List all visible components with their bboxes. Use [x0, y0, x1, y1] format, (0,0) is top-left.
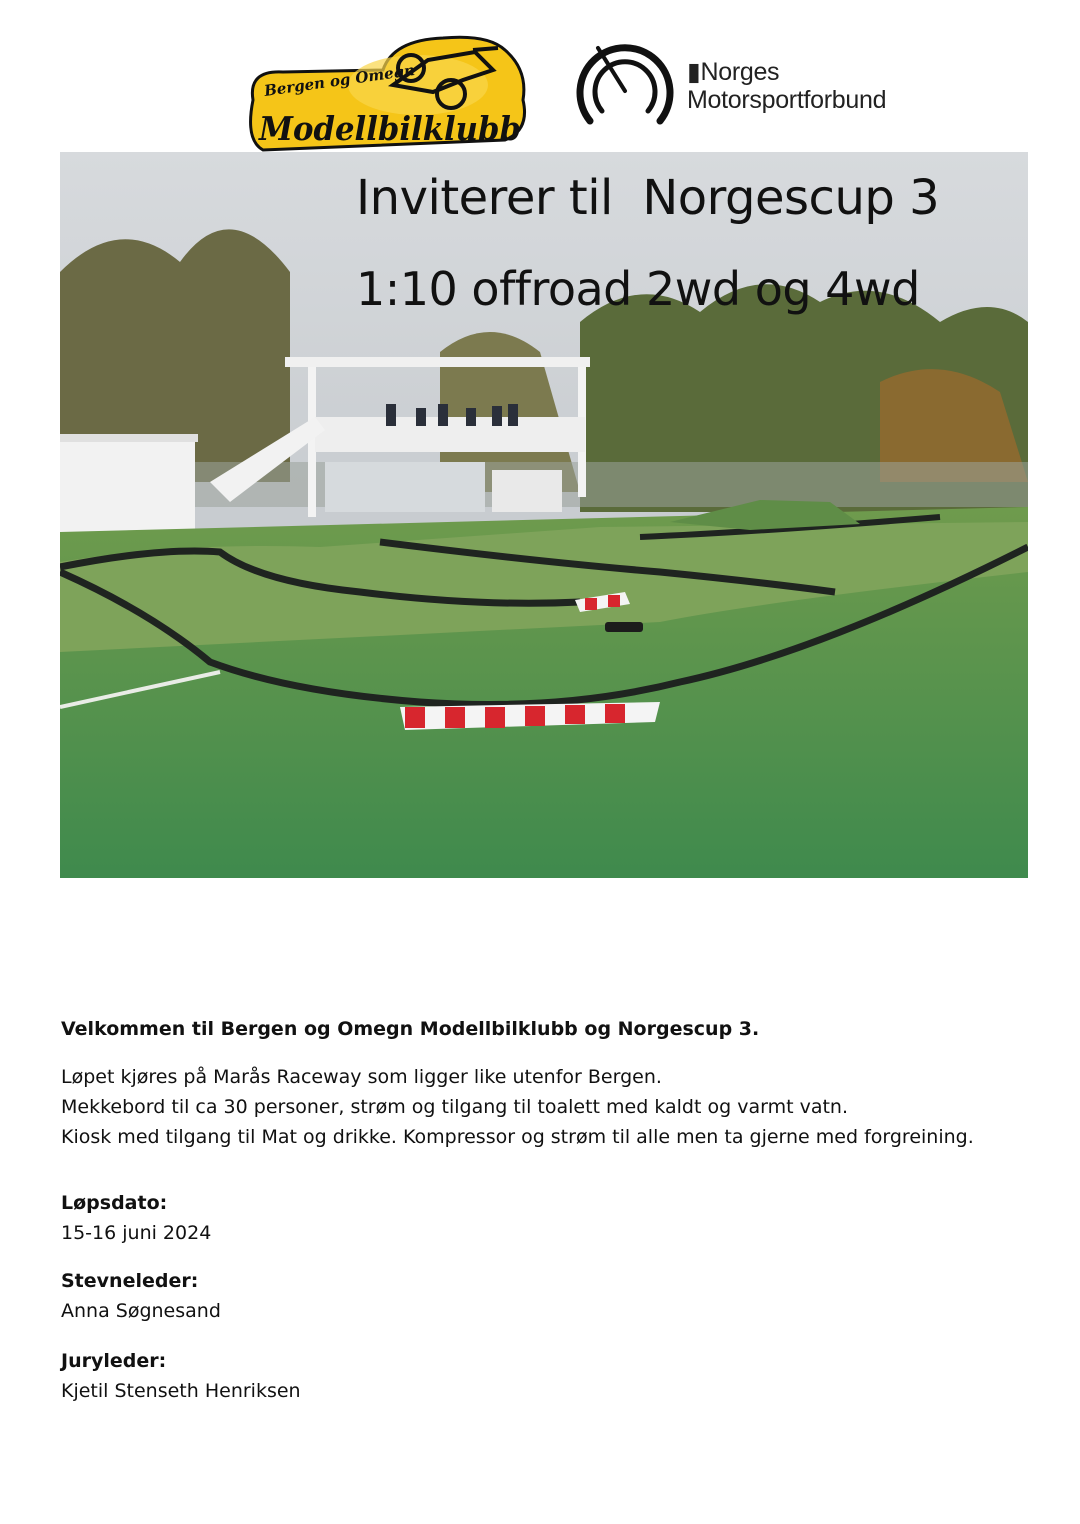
race-date-field	[61, 1188, 211, 1248]
jury-leader-field	[61, 1346, 301, 1406]
jury-leader-label: Juryleder:	[61, 1350, 167, 1372]
race-director-label: Stevneleder:	[61, 1270, 199, 1292]
club-name-large: Modellbilklubb	[258, 109, 521, 148]
hero-title: Inviterer til Norgescup 3	[356, 170, 940, 226]
intro-line: Mekkebord til ca 30 personer, strøm og tilgang til toalett med kaldt og varmt vatn.	[61, 1096, 848, 1118]
club-logo	[243, 30, 530, 152]
club-name-small: Bergen og Omegn	[263, 60, 416, 100]
race-director-value: Anna Søgnesand	[61, 1300, 221, 1322]
federation-logo	[570, 36, 910, 146]
rc-car	[605, 622, 643, 632]
welcome-heading: Velkommen til Bergen og Omegn Modellbilklubb og Norgescup 3.	[61, 1018, 760, 1040]
intro-paragraph	[61, 1062, 1051, 1152]
invitation-body	[61, 1018, 1051, 1152]
jury-leader-value: Kjetil Stenseth Henriksen	[61, 1380, 301, 1402]
race-date-label: Løpsdato:	[61, 1192, 168, 1214]
hero-track-photo	[60, 152, 1028, 878]
federation-name-line1: ▮Norges	[687, 58, 780, 86]
gauge-icon	[570, 36, 680, 146]
race-director-field	[61, 1266, 221, 1326]
intro-line: Løpet kjøres på Marås Raceway som ligger like utenfor Bergen.	[61, 1066, 662, 1088]
federation-name-line2: Motorsportforbund	[687, 86, 887, 114]
hero-subtitle: 1:10 offroad 2wd og 4wd	[356, 262, 920, 316]
race-date-value: 15-16 juni 2024	[61, 1222, 212, 1244]
header-logos	[0, 0, 1080, 152]
track-illustration	[60, 152, 1028, 878]
intro-line: Kiosk med tilgang til Mat og drikke. Kompressor og strøm til alle men ta gjerne med forgreining.	[61, 1126, 974, 1148]
